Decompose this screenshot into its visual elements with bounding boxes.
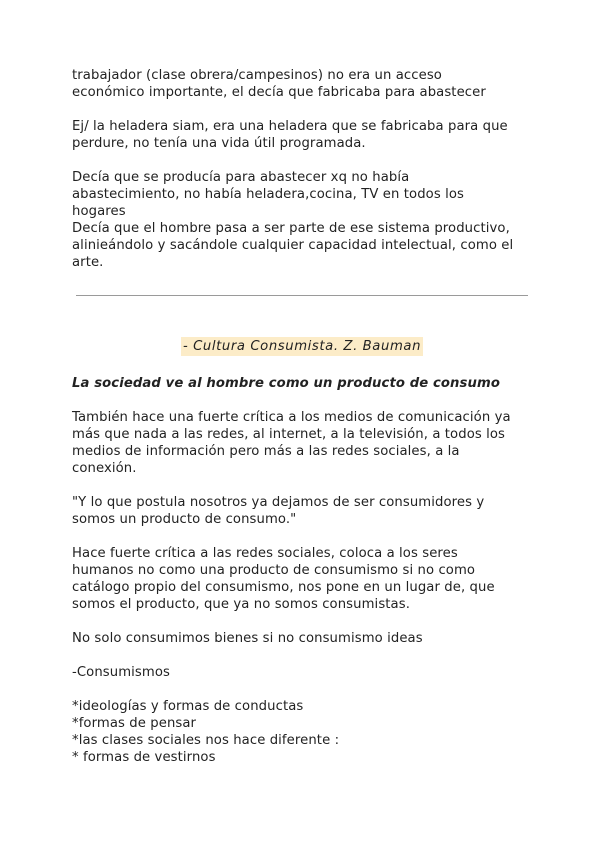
paragraph-gap (72, 613, 532, 630)
list-item: * formas de vestirnos (72, 750, 216, 765)
section-subheading: La sociedad ve al hombre como un producto de consumo (72, 376, 500, 391)
paragraph-bienes-ideas: No solo consumimos bienes si no consumismo ideas (72, 631, 423, 646)
document-page (72, 67, 532, 766)
paragraph-heladera-siam: Ej/ la heladera siam, era una heladera que se fabricaba para que perdure, no tenía una vida útil programada. (72, 119, 508, 151)
paragraph-gap (72, 101, 532, 118)
paragraph-cita-consumidores: "Y lo que postula nosotros ya dejamos de ser consumidores y somos un producto de consumo." (72, 495, 485, 527)
paragraph-gap (72, 647, 532, 664)
paragraph-gap (72, 152, 532, 169)
paragraph-gap (72, 528, 532, 545)
paragraph-gap (72, 681, 532, 698)
paragraph-clase-obrera: trabajador (clase obrera/campesinos) no era un acceso económico importante, el decía que fabricaba para abastecer (72, 68, 486, 100)
section-heading-wrapper (72, 337, 532, 356)
list-item: *las clases sociales nos hace diferente : (72, 733, 340, 748)
list-item: *formas de pensar (72, 716, 197, 731)
paragraph-gap (72, 392, 532, 409)
paragraph-redes-sociales: Hace fuerte crítica a las redes sociales, coloca a los seres humanos no como una producto de consumismo si no como catálogo propio del consumismo, nos pone en un lugar de, que somos el producto, que ya no somos consumistas. (72, 546, 495, 612)
paragraph-gap (72, 477, 532, 494)
paragraph-sistema-productivo: Decía que el hombre pasa a ser parte de ese sistema productivo, alinieándolo y sacándole cualquier capacidad intelectual, como el arte. (72, 221, 514, 270)
section-heading: - Cultura Consumista. Z. Bauman (182, 339, 422, 354)
list-title: -Consumismos (72, 665, 170, 680)
paragraph-critica-medios: También hace una fuerte crítica a los medios de comunicación ya más que nada a las redes, al internet, a la televisión, a todos los medios de información pero más a las redes sociales, a la conexión. (72, 410, 511, 476)
horizontal-divider (76, 295, 528, 296)
list-item: *ideologías y formas de conductas (72, 699, 304, 714)
paragraph-abastecer: Decía que se producía para abastecer xq no había abastecimiento, no había heladera,cocina, TV en todos los hogares (72, 170, 465, 219)
